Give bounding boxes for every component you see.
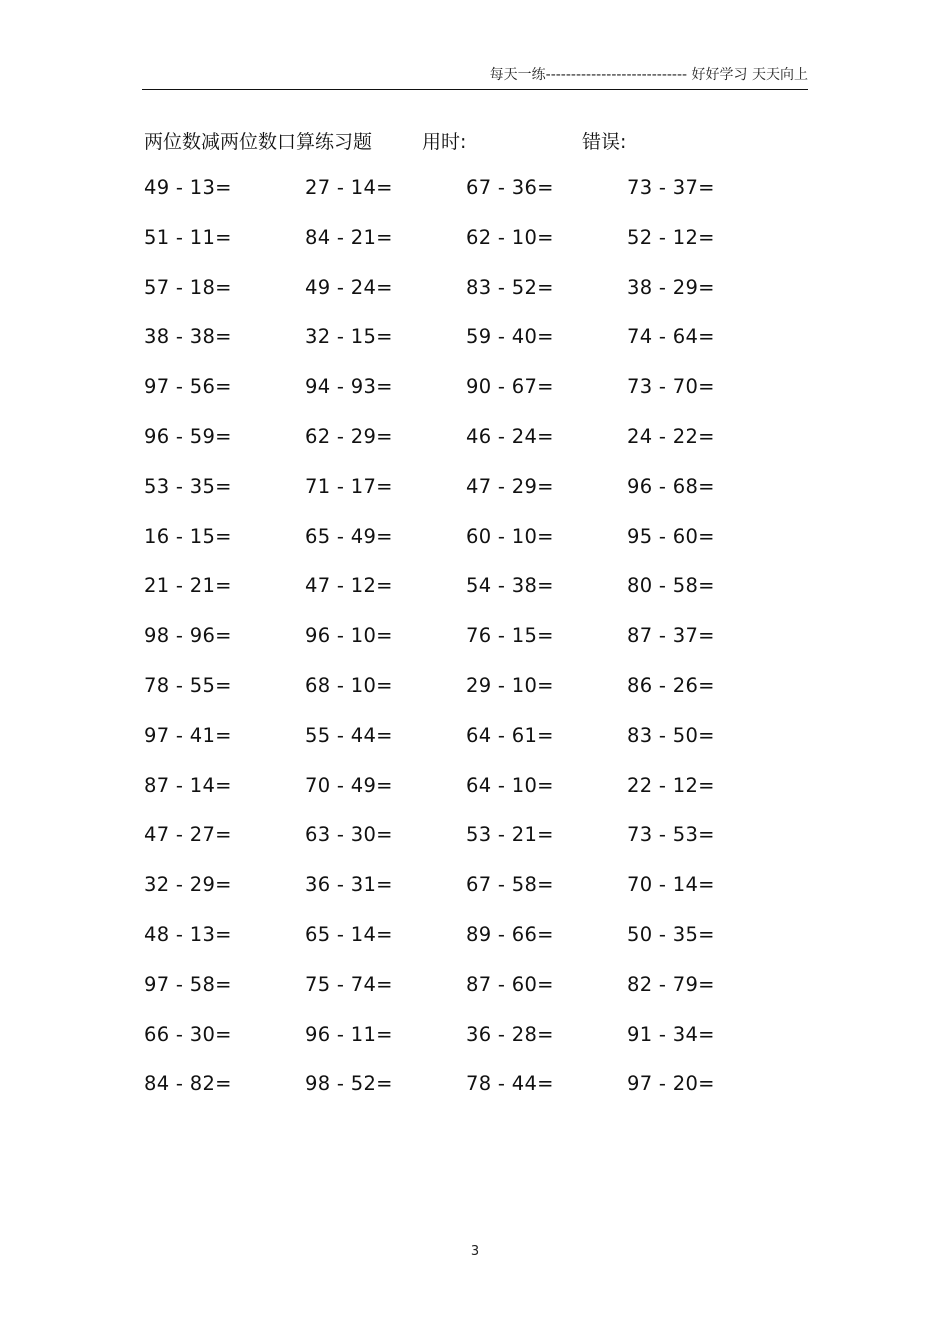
problem-item: 98 - 52=: [305, 1072, 393, 1096]
problem-item: 84 - 21=: [305, 225, 393, 249]
problem-item: 73 - 70=: [627, 375, 715, 399]
title-row: [144, 127, 794, 157]
problem-item: 53 - 21=: [466, 823, 554, 847]
problem-item: 97 - 20=: [627, 1072, 715, 1096]
problem-item: 87 - 60=: [466, 972, 554, 996]
problem-item: 94 - 93=: [305, 375, 393, 399]
problem-item: 51 - 11=: [144, 225, 232, 249]
header-text: 每天一练---------------------------- 好好学习 天天向上: [489, 67, 808, 83]
problem-row: [144, 276, 784, 326]
problem-item: 78 - 44=: [466, 1072, 554, 1096]
problem-row: [144, 774, 784, 824]
problem-row: [144, 574, 784, 624]
problem-item: 83 - 50=: [627, 723, 715, 747]
problem-row: [144, 425, 784, 475]
problem-item: 64 - 61=: [466, 723, 554, 747]
problem-item: 50 - 35=: [627, 922, 715, 946]
problem-item: 54 - 38=: [466, 574, 554, 598]
problem-item: 96 - 11=: [305, 1022, 393, 1046]
problem-row: [144, 475, 784, 525]
problem-item: 57 - 18=: [144, 275, 232, 299]
problem-item: 59 - 40=: [466, 325, 554, 349]
problem-item: 73 - 37=: [627, 176, 715, 199]
problem-row: [144, 923, 784, 973]
problem-item: 64 - 10=: [466, 773, 554, 797]
problem-grid: [144, 176, 784, 1122]
problem-item: 71 - 17=: [305, 474, 393, 498]
problem-item: 38 - 38=: [144, 325, 232, 349]
problem-item: 95 - 60=: [627, 524, 715, 548]
problem-item: 53 - 35=: [144, 474, 232, 498]
problem-item: 80 - 58=: [627, 574, 715, 598]
problem-item: 36 - 31=: [305, 873, 393, 897]
problem-item: 46 - 24=: [466, 424, 554, 448]
problem-item: 63 - 30=: [305, 823, 393, 847]
problem-item: 47 - 27=: [144, 823, 232, 847]
problem-row: [144, 724, 784, 774]
problem-row: [144, 674, 784, 724]
problem-item: 52 - 12=: [627, 225, 715, 249]
problem-item: 90 - 67=: [466, 375, 554, 399]
problem-row: [144, 823, 784, 873]
problem-item: 70 - 49=: [305, 773, 393, 797]
problem-item: 96 - 68=: [627, 474, 715, 498]
problem-item: 38 - 29=: [627, 275, 715, 299]
problem-item: 47 - 29=: [466, 474, 554, 498]
problem-row: [144, 176, 784, 226]
problem-item: 16 - 15=: [144, 524, 232, 548]
header-rule: [142, 89, 808, 90]
problem-item: 60 - 10=: [466, 524, 554, 548]
problem-item: 98 - 96=: [144, 624, 232, 648]
problem-item: 65 - 14=: [305, 922, 393, 946]
problem-item: 97 - 41=: [144, 723, 232, 747]
problem-item: 89 - 66=: [466, 922, 554, 946]
problem-item: 78 - 55=: [144, 673, 232, 697]
problem-item: 84 - 82=: [144, 1072, 232, 1096]
problem-item: 87 - 14=: [144, 773, 232, 797]
problem-row: [144, 525, 784, 575]
problem-item: 36 - 28=: [466, 1022, 554, 1046]
problem-row: [144, 624, 784, 674]
problem-item: 70 - 14=: [627, 873, 715, 897]
problem-row: [144, 226, 784, 276]
problem-item: 62 - 10=: [466, 225, 554, 249]
problem-row: [144, 325, 784, 375]
problem-item: 32 - 15=: [305, 325, 393, 349]
problem-item: 76 - 15=: [466, 624, 554, 648]
problem-item: 82 - 79=: [627, 972, 715, 996]
problem-item: 49 - 13=: [144, 176, 232, 199]
problem-item: 86 - 26=: [627, 673, 715, 697]
problem-item: 62 - 29=: [305, 424, 393, 448]
problem-item: 91 - 34=: [627, 1022, 715, 1046]
problem-item: 29 - 10=: [466, 673, 554, 697]
problem-row: [144, 375, 784, 425]
problem-item: 55 - 44=: [305, 723, 393, 747]
problem-item: 75 - 74=: [305, 972, 393, 996]
problem-row: [144, 973, 784, 1023]
problem-item: 96 - 10=: [305, 624, 393, 648]
problem-item: 21 - 21=: [144, 574, 232, 598]
problem-item: 97 - 56=: [144, 375, 232, 399]
problem-row: [144, 873, 784, 923]
errors-label: 错误:: [582, 131, 627, 153]
problem-item: 87 - 37=: [627, 624, 715, 648]
problem-item: 48 - 13=: [144, 922, 232, 946]
problem-item: 83 - 52=: [466, 275, 554, 299]
problem-item: 68 - 10=: [305, 673, 393, 697]
problem-item: 96 - 59=: [144, 424, 232, 448]
page-header: [142, 64, 808, 88]
problem-item: 24 - 22=: [627, 424, 715, 448]
worksheet-title: 两位数减两位数口算练习题: [144, 131, 373, 153]
page-number: 3: [470, 1244, 480, 1259]
problem-item: 97 - 58=: [144, 972, 232, 996]
problem-item: 73 - 53=: [627, 823, 715, 847]
problem-item: 47 - 12=: [305, 574, 393, 598]
problem-item: 27 - 14=: [305, 176, 393, 199]
problem-item: 67 - 58=: [466, 873, 554, 897]
problem-item: 67 - 36=: [466, 176, 554, 199]
problem-item: 74 - 64=: [627, 325, 715, 349]
time-label: 用时:: [422, 131, 467, 153]
problem-item: 49 - 24=: [305, 275, 393, 299]
problem-item: 66 - 30=: [144, 1022, 232, 1046]
problem-row: [144, 1072, 784, 1122]
problem-item: 32 - 29=: [144, 873, 232, 897]
problem-item: 22 - 12=: [627, 773, 715, 797]
problem-row: [144, 1023, 784, 1073]
problem-item: 65 - 49=: [305, 524, 393, 548]
